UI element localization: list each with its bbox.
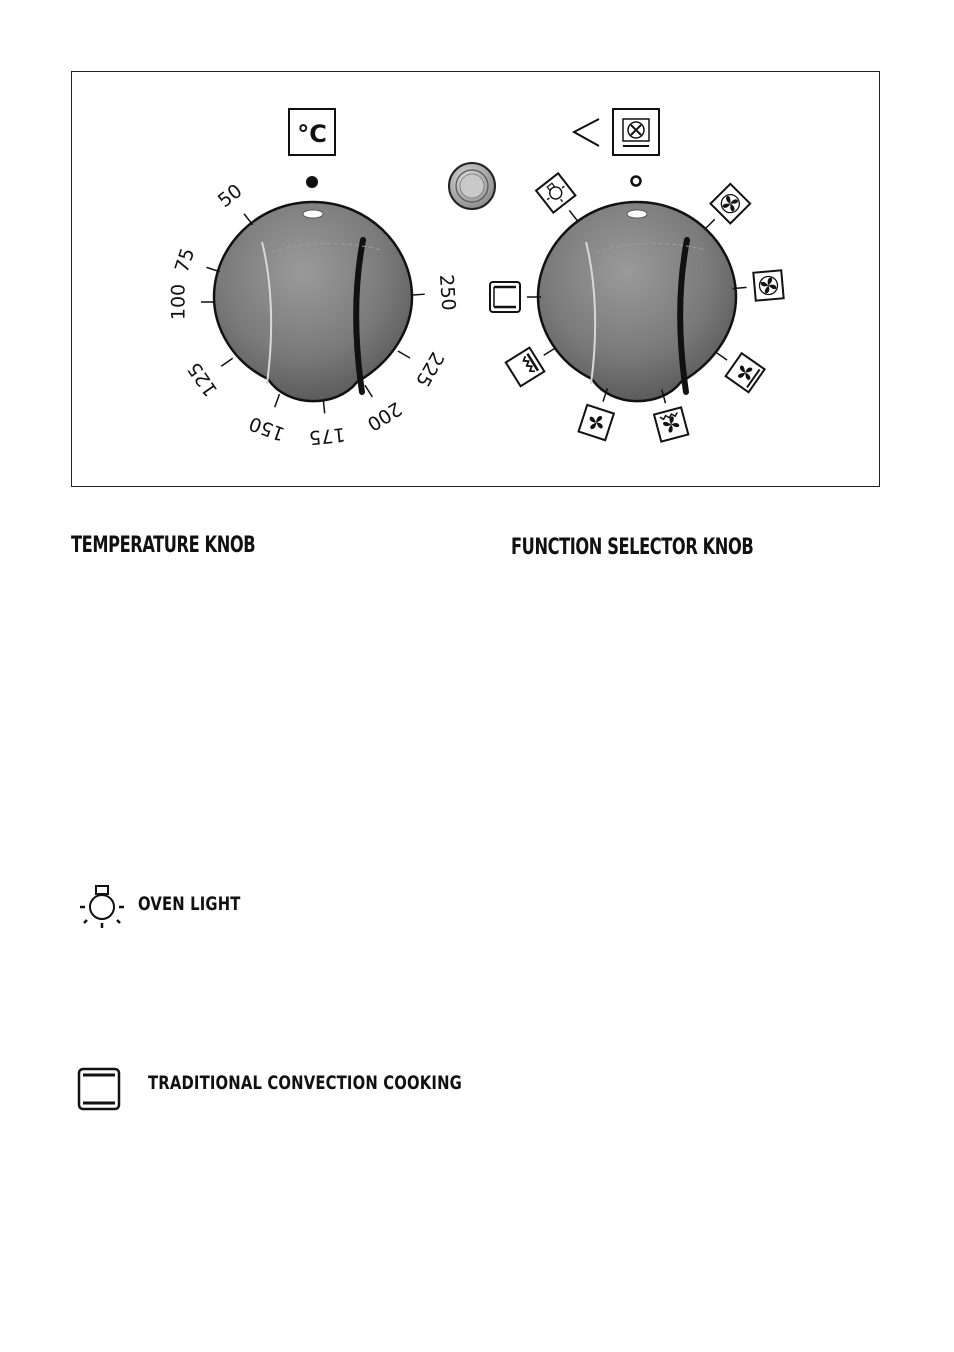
function-selector-title: FUNCTION SELECTOR KNOB <box>511 535 754 560</box>
temperature-tick-label: 225 <box>410 348 449 391</box>
temperature-tick <box>365 385 372 397</box>
temperature-tick-label: 125 <box>183 357 223 401</box>
oven-light-label: OVEN LIGHT <box>138 893 241 915</box>
function-tick <box>544 348 556 355</box>
celsius-symbol-box <box>289 109 335 155</box>
temperature-tick-label: 200 <box>363 397 406 435</box>
temperature-indicator-dot <box>306 176 318 188</box>
temperature-tick-label: 175 <box>307 422 347 449</box>
temperature-tick <box>411 294 425 295</box>
temperature-tick-label: 100 <box>167 283 190 321</box>
arrow-left-icon <box>574 119 599 146</box>
function-symbol-box <box>574 109 659 155</box>
temperature-knob-title: TEMPERATURE KNOB <box>71 533 256 558</box>
fan-grill-icon <box>726 353 765 392</box>
temperature-tick-label: 75 <box>170 245 200 276</box>
panel-drawing <box>72 72 881 488</box>
fan-bake-icon <box>579 405 614 440</box>
push-button[interactable] <box>449 163 495 209</box>
temperature-tick <box>221 358 232 366</box>
traditional-convection-label: TRADITIONAL CONVECTION COOKING <box>148 1072 462 1094</box>
temperature-tick <box>323 399 324 413</box>
function-tick <box>716 352 727 360</box>
function-selector-knob[interactable] <box>538 202 736 401</box>
traditional-convection-icon <box>77 1067 121 1111</box>
bottom-fan-icon <box>654 407 688 441</box>
function-tick <box>705 219 715 229</box>
celsius-label: °C <box>297 120 327 148</box>
temperature-tick <box>244 214 253 225</box>
control-panel-diagram <box>71 71 880 487</box>
temperature-tick <box>275 394 280 407</box>
temperature-tick-label: 150 <box>246 411 288 445</box>
temperature-tick <box>398 351 410 358</box>
function-tick <box>569 210 578 221</box>
function-indicator-ring <box>632 177 641 186</box>
fan-oven-icon <box>753 270 783 300</box>
bottom-heat-icon <box>506 348 545 387</box>
temperature-tick-label: 250 <box>434 273 460 312</box>
oven-light-icon <box>78 884 126 930</box>
traditional-icon <box>490 282 520 312</box>
defrost-fan-icon <box>711 184 751 224</box>
oven-light-icon <box>536 173 575 212</box>
temperature-knob[interactable] <box>214 202 412 401</box>
temperature-tick-label: 50 <box>213 179 247 213</box>
